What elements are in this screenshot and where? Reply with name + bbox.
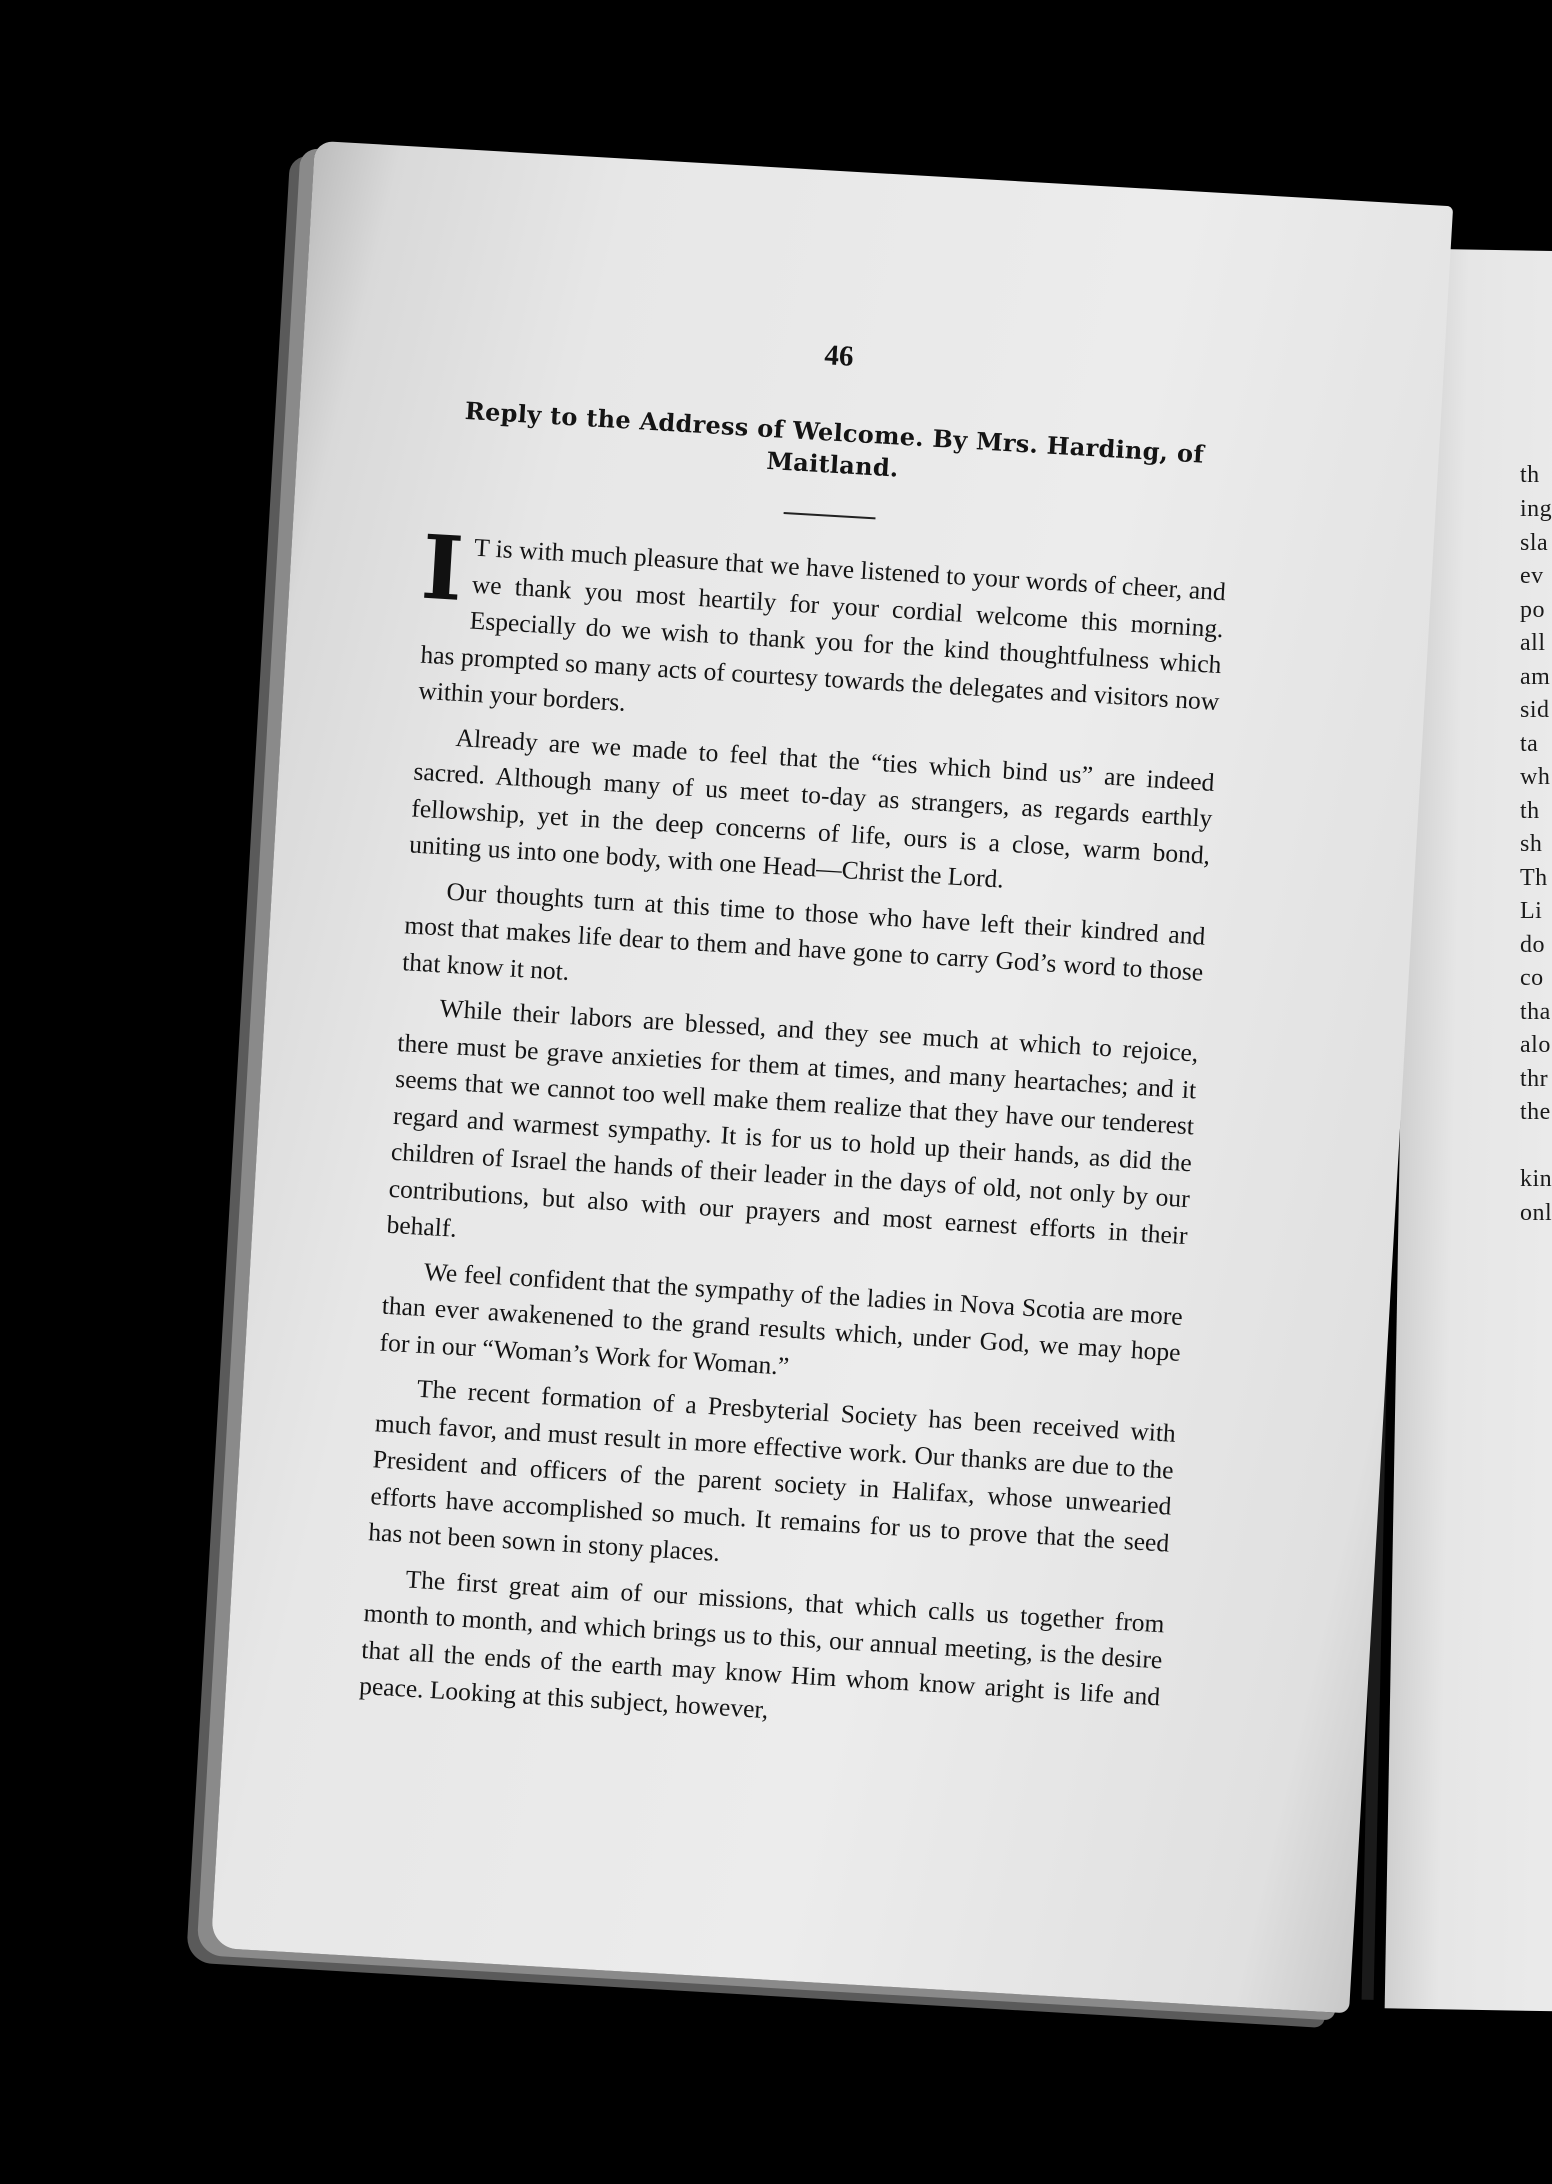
right-fragment: ev [1520, 563, 1544, 589]
right-fragment: thr [1520, 1066, 1549, 1092]
title-divider [784, 512, 876, 519]
right-fragment: co [1520, 965, 1544, 991]
right-fragment: Th [1520, 865, 1548, 891]
paragraph-6: The recent formation of a Presbyterial Society has been received with much favor, and must result in more effective work. Our thanks are due to the President and officers of the parent society in Halifax, whose unwearied efforts have accomplished so much. It remains for us to prove that the seed has not been sown in stony places. [367, 1373, 1177, 1567]
page-title: Reply to the Address of Welcome. By Mrs. Harding, of Maitland. [464, 395, 1205, 483]
right-fragment: ta [1520, 731, 1539, 757]
right-fragment: sid [1520, 697, 1550, 723]
right-fragment: the [1520, 1099, 1551, 1125]
right-fragment: kin [1520, 1166, 1552, 1192]
page-number: 46 [823, 339, 855, 373]
right-fragment: th [1520, 462, 1540, 488]
paragraph-2: Already are we made to feel that the “ties which bind us” are indeed sacred. Although many of us meet to-day as strangers, as regards earthly fellowship, yet in the deep concerns of life, ours is a close, warm bond, uniting us into one body, with one Head—Christ the Lord. [408, 722, 1216, 894]
right-fragment: th [1520, 798, 1540, 824]
paragraph-4: While their labors are blessed, and they see much at which to rejoice, there must be grave anxieties for them at times, and many heartaches; and it seems that we cannot too well make them realize that they have our tenderest regard and warmest sympathy. It is for us to hold up their hands, as did the children of Israel the hands of their leader in the days of old, not only by our contributions, but also with our prayers and most earnest efforts in their behalf. [385, 993, 1200, 1250]
paragraph-3: Our thoughts turn at this time to those who have left their kindred and most that makes life dear to them and have gone to carry God’s word to those that know it not. [401, 876, 1207, 987]
right-fragment: do [1520, 932, 1545, 958]
page-content [358, 316, 1240, 1759]
drop-cap: I [418, 514, 467, 621]
right-fragment: wh [1520, 764, 1551, 790]
paragraph-5: We feel confident that the sympathy of the ladies in Nova Scotia are more than ever awakenened to the grand results which, under God, we may hope for in our “Woman’s Work for Woman.” [378, 1256, 1184, 1381]
right-fragment: ing [1520, 496, 1552, 522]
right-fragment: Li [1520, 898, 1543, 924]
right-fragment: sla [1520, 530, 1549, 556]
paragraph-1 [417, 514, 1227, 757]
right-fragment: all [1520, 630, 1546, 656]
right-fragment: am [1520, 664, 1551, 690]
paragraph-1-text: T is with much pleasure that we have listened to your words of cheer, and we thank you most heartily for your cordial welcome this morning. Especially do we wish to thank you for the kind thoughtfulness which has prompted so many acts of courtesy towards the delegates and visitors now within your borders. [417, 532, 1227, 717]
right-fragment: po [1520, 597, 1545, 623]
right-fragment: onl [1520, 1200, 1552, 1226]
paragraph-7: The first great aim of our missions, that which calls us together from month to month, and which brings us to this, our annual meeting, is the desire that all the ends of the earth may know Him whom know aright is life and peace. Looking at this subject, however, [358, 1563, 1166, 1725]
right-fragment: tha [1520, 999, 1551, 1025]
right-fragment: sh [1520, 831, 1543, 857]
right-fragment: alo [1520, 1032, 1551, 1058]
